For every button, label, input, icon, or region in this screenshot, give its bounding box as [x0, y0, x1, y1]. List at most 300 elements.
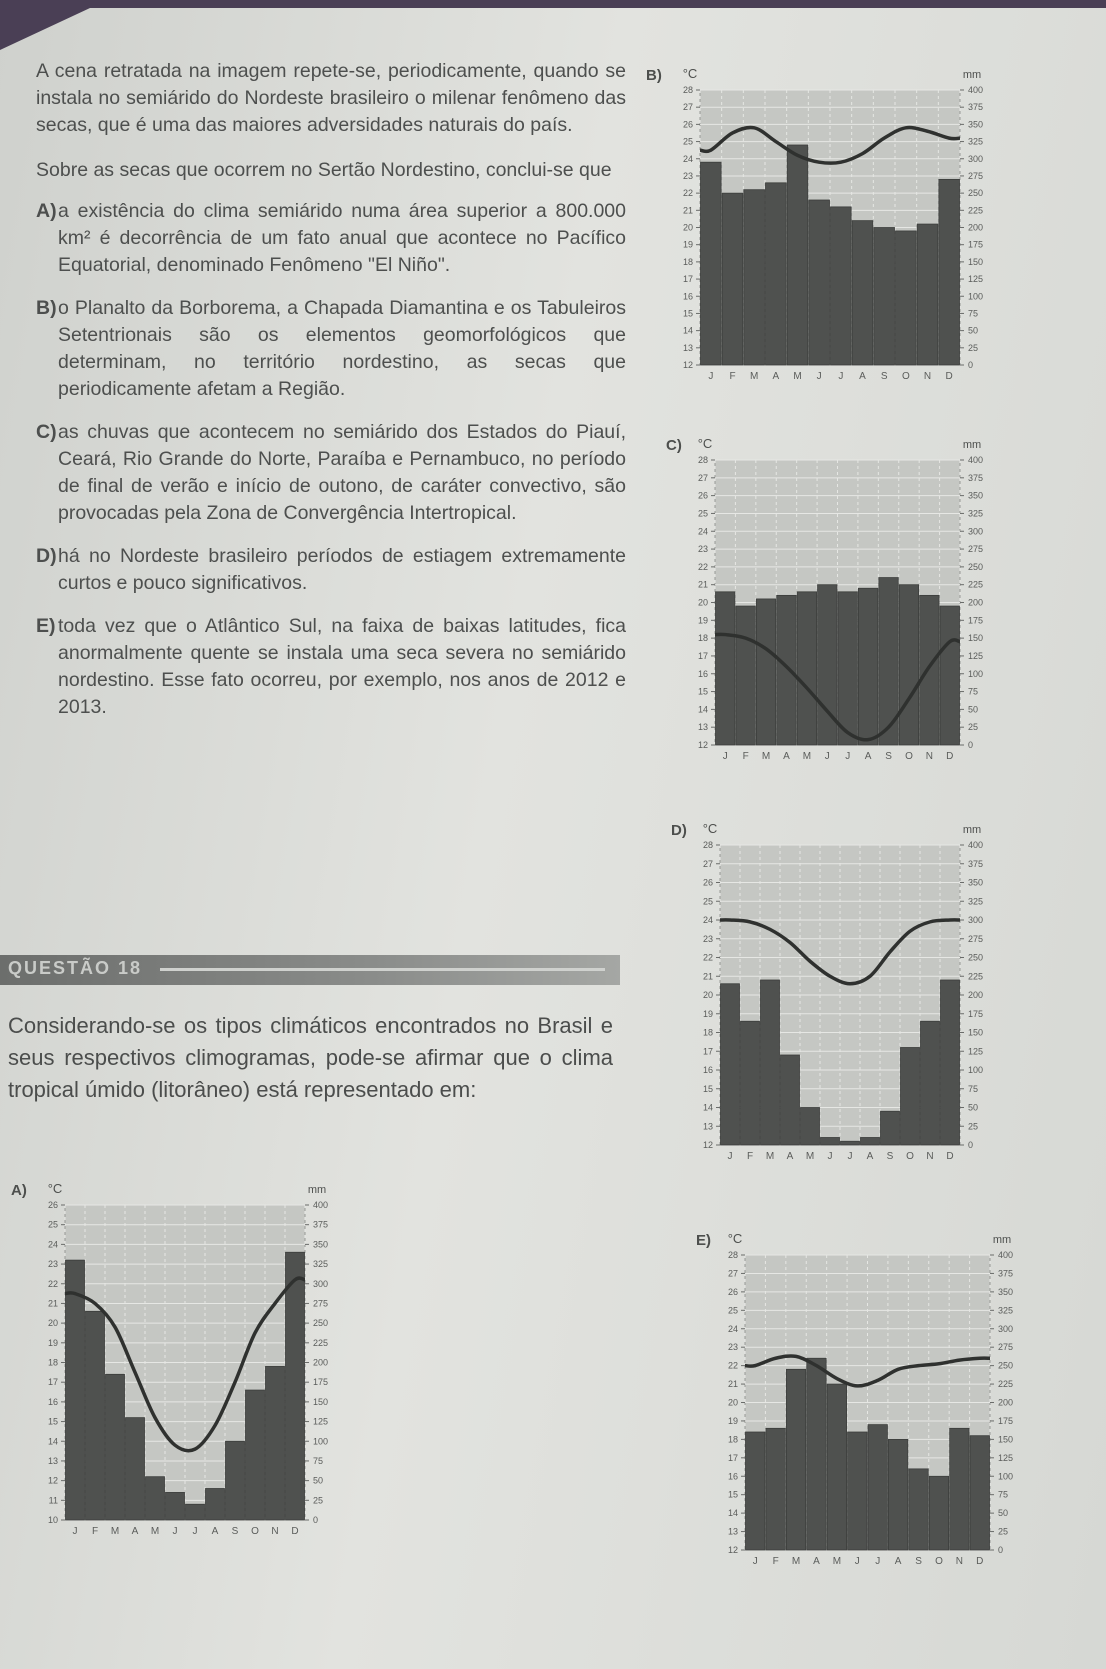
rain-bar [929, 1476, 948, 1550]
rain-bar [286, 1252, 305, 1520]
rain-tick-label: 275 [313, 1298, 329, 1309]
rain-tick-label: 125 [998, 1452, 1014, 1463]
temp-tick-label: 12 [727, 1545, 738, 1555]
option-text: as chuvas que acontecem no semiárido dos Estados do Piauí, Ceará, Rio Grande do Norte, Paraíba e Pernambuco, no período de final de verão e início de outono, de caráter convectivo, são provocadas pela Zona de Convergência Intertropical. [58, 421, 626, 524]
temp-tick-label: 24 [702, 915, 713, 925]
month-label: J [727, 1151, 733, 1162]
temp-tick-label: 22 [697, 561, 708, 572]
option-letter: D) [36, 545, 57, 567]
month-label: A [864, 751, 872, 762]
header-rule [160, 968, 605, 971]
temp-tick-label: 16 [682, 291, 693, 302]
temp-tick-label: 11 [48, 1495, 58, 1506]
rain-bar [874, 228, 895, 366]
temp-tick-label: 23 [697, 544, 708, 555]
temp-tick-label: 28 [727, 1250, 738, 1260]
month-label: M [761, 751, 771, 762]
temp-tick-label: 20 [702, 990, 713, 1000]
rain-tick-label: 375 [998, 1268, 1014, 1279]
rain-unit-label: mm [307, 1184, 327, 1196]
climogram-letter: C) [666, 437, 682, 454]
climogram-e[interactable] [690, 1215, 1050, 1595]
rain-bar [901, 1048, 920, 1146]
rain-tick-label: 375 [313, 1219, 329, 1230]
rain-tick-label: 75 [968, 686, 979, 697]
rain-tick-label: 375 [968, 102, 984, 113]
climogram-letter: D) [671, 822, 687, 839]
temp-tick-label: 20 [47, 1318, 58, 1329]
option-d[interactable] [36, 543, 626, 597]
temp-tick-label: 13 [682, 342, 693, 353]
month-label: O [935, 1556, 943, 1567]
temp-tick-label: 23 [702, 933, 713, 944]
option-b[interactable] [36, 295, 626, 403]
rain-bar [848, 1432, 867, 1550]
rain-tick-label: 300 [998, 1323, 1014, 1334]
temp-tick-label: 18 [47, 1357, 58, 1368]
temp-tick-label: 19 [727, 1415, 738, 1426]
rain-bar [807, 1358, 826, 1550]
option-e[interactable] [36, 613, 626, 721]
climogram-letter: B) [646, 67, 662, 84]
month-label: J [708, 371, 714, 382]
rain-tick-label: 50 [313, 1475, 324, 1486]
month-label: M [749, 371, 759, 382]
rain-bar [941, 980, 960, 1145]
option-letter: C) [36, 421, 57, 443]
temp-tick-label: 18 [682, 256, 693, 267]
temp-tick-label: 17 [697, 650, 708, 661]
rain-unit-label: mm [962, 69, 982, 81]
month-label: J [816, 371, 822, 382]
rain-tick-label: 150 [313, 1396, 329, 1407]
rain-bar [939, 179, 960, 365]
temp-tick-label: 21 [47, 1298, 58, 1309]
rain-bar [868, 1425, 887, 1550]
rain-tick-label: 225 [998, 1379, 1014, 1390]
temp-tick-label: 20 [697, 597, 708, 608]
rain-bar [756, 599, 775, 745]
rain-tick-label: 50 [968, 1102, 979, 1113]
month-label: O [901, 371, 910, 382]
climogram-b[interactable] [640, 50, 1020, 405]
rain-tick-label: 250 [968, 188, 984, 199]
rain-unit-label: mm [992, 1234, 1012, 1246]
rain-bar [736, 606, 755, 745]
rain-tick-label: 375 [968, 858, 984, 869]
rain-tick-label: 25 [313, 1495, 324, 1506]
rain-tick-label: 350 [968, 490, 984, 501]
rain-tick-label: 75 [968, 1083, 979, 1094]
rain-bar [861, 1138, 880, 1146]
rain-tick-label: 200 [968, 990, 984, 1000]
climogram-d[interactable] [665, 815, 1020, 1185]
rain-tick-label: 275 [968, 933, 984, 944]
option-letter: E) [36, 615, 56, 637]
temp-tick-label: 14 [682, 325, 693, 336]
month-label: M [793, 371, 802, 382]
rain-bar [721, 984, 740, 1145]
question-number: QUESTÃO 18 [8, 958, 143, 978]
temp-tick-label: 16 [727, 1471, 738, 1482]
rain-tick-label: 100 [968, 668, 984, 679]
temp-tick-label: 15 [47, 1416, 58, 1427]
rain-bar [838, 592, 857, 745]
temp-unit-label: °C [682, 66, 698, 81]
temp-tick-label: 18 [697, 633, 708, 644]
rain-tick-label: 125 [968, 1046, 984, 1057]
rain-tick-label: 175 [968, 1008, 984, 1019]
month-label: J [192, 1526, 198, 1537]
rain-tick-label: 25 [968, 1121, 979, 1132]
rain-bar [920, 595, 939, 745]
month-label: N [926, 1151, 934, 1162]
rain-tick-label: 325 [968, 136, 984, 147]
month-label: F [772, 1556, 779, 1567]
rain-bar [766, 183, 787, 365]
month-label: A [131, 1526, 139, 1537]
month-label: J [722, 751, 728, 762]
temp-tick-label: 14 [47, 1436, 58, 1447]
temp-tick-label: 25 [47, 1219, 58, 1230]
rain-tick-label: 75 [968, 308, 979, 319]
temp-tick-label: 12 [682, 360, 693, 370]
temp-tick-label: 13 [727, 1526, 738, 1537]
temp-tick-label: 16 [47, 1396, 58, 1407]
temp-tick-label: 20 [727, 1397, 738, 1408]
rain-bar [909, 1469, 928, 1550]
temp-tick-label: 19 [47, 1337, 58, 1348]
rain-tick-label: 75 [313, 1455, 324, 1466]
option-a[interactable] [36, 198, 626, 279]
rain-bar [899, 585, 918, 745]
rain-tick-label: 250 [998, 1360, 1014, 1371]
rain-tick-label: 50 [968, 704, 979, 715]
rain-unit-label: mm [962, 824, 982, 836]
month-label: A [211, 1526, 219, 1537]
rain-tick-label: 25 [998, 1526, 1009, 1537]
month-label: S [886, 1151, 894, 1162]
rain-tick-label: 200 [313, 1357, 329, 1368]
climogram-svg [690, 1215, 1050, 1595]
rain-bar [809, 200, 830, 365]
option-c[interactable] [36, 419, 626, 527]
temp-tick-label: 19 [702, 1008, 713, 1019]
rain-bar [761, 980, 780, 1145]
rain-tick-label: 350 [968, 877, 984, 888]
rain-tick-label: 0 [968, 360, 974, 370]
rain-tick-label: 325 [998, 1305, 1014, 1316]
rain-tick-label: 275 [998, 1342, 1014, 1353]
temp-tick-label: 16 [702, 1065, 713, 1075]
rain-tick-label: 225 [968, 205, 984, 216]
rain-tick-label: 0 [968, 740, 974, 750]
option-letter: A) [36, 200, 57, 222]
temp-tick-label: 23 [682, 170, 693, 181]
rain-tick-label: 200 [998, 1397, 1014, 1408]
rain-tick-label: 100 [968, 291, 984, 302]
rain-bar [701, 162, 722, 365]
rain-bar [146, 1477, 165, 1520]
rain-tick-label: 0 [998, 1545, 1004, 1555]
rain-bar [786, 1369, 805, 1550]
temp-tick-label: 14 [727, 1508, 738, 1519]
month-label: O [905, 751, 913, 762]
rain-bar [827, 1384, 846, 1550]
temp-tick-label: 26 [47, 1200, 58, 1210]
temp-tick-label: 10 [47, 1515, 58, 1525]
rain-bar [741, 1021, 760, 1145]
rain-bar [801, 1108, 820, 1146]
rain-bar [831, 207, 852, 365]
month-label: F [729, 371, 736, 382]
month-label: S [880, 371, 888, 382]
temp-tick-label: 15 [702, 1083, 713, 1094]
month-label: D [976, 1556, 984, 1567]
temp-tick-label: 14 [702, 1102, 713, 1113]
temp-tick-label: 25 [727, 1305, 738, 1316]
month-label: J [845, 751, 851, 762]
month-label: J [72, 1526, 78, 1537]
rain-bar [266, 1366, 285, 1520]
rain-bar [797, 592, 816, 745]
rain-tick-label: 300 [968, 526, 984, 537]
rain-tick-label: 0 [968, 1140, 974, 1150]
temp-tick-label: 12 [47, 1475, 58, 1486]
rain-bar [841, 1141, 860, 1145]
month-label: J [827, 1151, 833, 1162]
month-label: J [752, 1556, 758, 1567]
rain-bar [66, 1260, 85, 1520]
rain-tick-label: 300 [313, 1278, 329, 1289]
intro-paragraph: A cena retratada na imagem repete-se, periodicamente, quando se instala no semiárido do Nordeste brasileiro o milenar fenômeno das secas, que é uma das maiores adversidades naturais do país. [36, 60, 626, 136]
climogram-letter: A) [11, 1182, 27, 1199]
rain-bar [896, 231, 917, 365]
climogram-c[interactable] [660, 425, 1020, 785]
rain-unit-label: mm [962, 439, 982, 451]
temp-tick-label: 26 [697, 490, 708, 501]
month-label: A [866, 1151, 874, 1162]
rain-tick-label: 300 [968, 153, 984, 164]
rain-tick-label: 175 [968, 615, 984, 626]
rain-bar [744, 190, 765, 365]
temp-tick-label: 16 [697, 668, 708, 679]
temp-tick-label: 14 [697, 704, 708, 715]
rain-bar [940, 606, 959, 745]
rain-tick-label: 300 [968, 915, 984, 925]
rain-bar [787, 145, 808, 365]
temp-tick-label: 18 [727, 1434, 738, 1445]
temp-tick-label: 23 [47, 1259, 58, 1270]
rain-bar [226, 1441, 245, 1520]
temp-unit-label: °C [702, 821, 718, 836]
temp-tick-label: 13 [697, 722, 708, 733]
rain-tick-label: 400 [998, 1250, 1014, 1260]
rain-tick-label: 325 [313, 1259, 329, 1270]
question-stem: Sobre as secas que ocorrem no Sertão Nordestino, conclui-se que [36, 159, 612, 181]
temp-tick-label: 27 [682, 102, 693, 113]
climogram-svg [660, 425, 1020, 785]
temp-tick-label: 24 [47, 1239, 58, 1250]
month-label: M [150, 1526, 160, 1537]
rain-tick-label: 100 [998, 1471, 1014, 1482]
temp-tick-label: 24 [727, 1323, 738, 1334]
month-label: M [765, 1151, 775, 1162]
temp-tick-label: 15 [682, 308, 693, 319]
rain-tick-label: 125 [313, 1416, 329, 1427]
rain-tick-label: 325 [968, 508, 984, 519]
temp-tick-label: 28 [682, 85, 693, 95]
rain-tick-label: 250 [968, 561, 984, 572]
rain-bar [781, 1055, 800, 1145]
month-label: D [291, 1526, 299, 1537]
temp-tick-label: 22 [47, 1278, 58, 1289]
month-label: A [783, 751, 790, 762]
rain-tick-label: 150 [998, 1434, 1014, 1445]
rain-tick-label: 150 [968, 1027, 984, 1038]
month-label: S [885, 751, 892, 762]
rain-bar [852, 221, 873, 365]
temp-tick-label: 24 [697, 526, 708, 537]
rain-bar [722, 193, 743, 365]
month-label: F [91, 1526, 99, 1537]
month-label: M [805, 1151, 815, 1162]
rain-tick-label: 175 [998, 1415, 1014, 1426]
rain-tick-label: 75 [998, 1489, 1009, 1500]
month-label: F [742, 751, 749, 762]
month-label: O [251, 1526, 259, 1537]
rain-tick-label: 350 [313, 1239, 329, 1250]
month-label: M [791, 1556, 801, 1567]
rain-tick-label: 100 [313, 1436, 329, 1447]
temp-tick-label: 21 [697, 579, 708, 590]
rain-tick-label: 25 [968, 722, 979, 733]
month-label: F [746, 1151, 754, 1162]
month-label: S [231, 1526, 239, 1537]
rain-bar [881, 1111, 900, 1145]
rain-bar [858, 588, 877, 745]
rain-bar [917, 224, 938, 365]
rain-tick-label: 200 [968, 597, 984, 608]
climogram-svg [640, 50, 1020, 405]
rain-tick-label: 125 [968, 274, 984, 285]
temp-tick-label: 28 [697, 455, 708, 465]
temp-tick-label: 28 [702, 840, 713, 850]
temp-tick-label: 22 [702, 952, 713, 963]
month-label: J [847, 1151, 853, 1162]
option-text: o Planalto da Borborema, a Chapada Diamantina e os Tabuleiros Setentrionais são os elementos geomorfológicos que determinam, no território nordestino, as secas que periodicamente afetam a Região. [58, 297, 626, 400]
temp-tick-label: 17 [47, 1377, 58, 1388]
temp-tick-label: 15 [727, 1489, 738, 1500]
rain-tick-label: 350 [998, 1286, 1014, 1297]
temp-tick-label: 12 [702, 1140, 713, 1150]
climogram-a[interactable] [5, 1165, 350, 1565]
rain-tick-label: 25 [968, 342, 979, 353]
rain-tick-label: 275 [968, 544, 984, 555]
temp-tick-label: 17 [727, 1452, 738, 1463]
month-label: D [946, 751, 954, 762]
temp-tick-label: 27 [702, 858, 713, 869]
option-text: toda vez que o Atlântico Sul, na faixa de baixas latitudes, fica anormalmente quente se instala uma seca severa no semiárido nordestino. Esse fato ocorreu, por exemplo, nos anos de 2012 e 2013. [58, 615, 626, 718]
temp-unit-label: °C [697, 436, 713, 451]
month-label: J [875, 1556, 881, 1567]
rain-tick-label: 250 [968, 952, 984, 963]
rain-tick-label: 325 [968, 896, 984, 907]
rain-tick-label: 350 [968, 119, 984, 130]
rain-bar [86, 1311, 105, 1520]
month-label: N [955, 1556, 963, 1567]
temp-tick-label: 15 [697, 686, 708, 697]
temp-tick-label: 13 [47, 1455, 58, 1466]
temp-unit-label: °C [47, 1181, 63, 1196]
rain-tick-label: 225 [313, 1337, 329, 1348]
month-label: M [832, 1556, 842, 1567]
climogram-svg [665, 815, 1020, 1185]
month-label: A [894, 1556, 902, 1567]
month-label: N [925, 751, 933, 762]
temp-tick-label: 27 [697, 472, 708, 483]
temp-tick-label: 22 [727, 1360, 738, 1371]
rain-tick-label: 375 [968, 472, 984, 483]
question-18-header [0, 955, 620, 985]
rain-tick-label: 400 [968, 455, 984, 465]
month-label: J [838, 371, 844, 382]
question-18-text: Considerando-se os tipos climáticos encontrados no Brasil e seus respectivos climogramas, pode-se afirmar que o clima tropical úmido (litorâneo) está representado em: [8, 1013, 613, 1102]
rain-bar [166, 1492, 185, 1520]
rain-tick-label: 50 [998, 1508, 1009, 1519]
temp-tick-label: 12 [697, 740, 708, 750]
month-label: S [915, 1556, 922, 1567]
rain-bar [970, 1436, 989, 1550]
temp-tick-label: 25 [702, 896, 713, 907]
rain-bar [716, 592, 735, 745]
month-label: N [923, 371, 932, 382]
month-label: M [802, 751, 812, 762]
rain-bar [921, 1021, 940, 1145]
temp-tick-label: 17 [702, 1046, 713, 1057]
month-label: J [824, 751, 830, 762]
rain-bar [766, 1428, 785, 1550]
rain-tick-label: 125 [968, 650, 984, 661]
temp-tick-label: 13 [702, 1121, 713, 1132]
rain-tick-label: 400 [313, 1200, 329, 1210]
temp-tick-label: 21 [702, 971, 713, 982]
rain-tick-label: 250 [313, 1318, 329, 1329]
month-label: J [854, 1556, 860, 1567]
option-text: há no Nordeste brasileiro períodos de estiagem extremamente curtos e pouco significativos. [58, 545, 626, 594]
month-label: O [906, 1151, 914, 1162]
temp-tick-label: 25 [697, 508, 708, 519]
rain-tick-label: 400 [968, 840, 984, 850]
month-label: A [772, 371, 780, 382]
temp-tick-label: 24 [682, 153, 693, 164]
rain-tick-label: 175 [968, 239, 984, 250]
option-text: a existência do clima semiárido numa área superior a 800.000 km² é decorrência de um fato anual que acontece no Pacífico Equatorial, denominado Fenômeno "El Niño". [58, 200, 626, 276]
temp-tick-label: 20 [682, 222, 693, 233]
rain-tick-label: 225 [968, 579, 984, 590]
climogram-letter: E) [696, 1232, 711, 1249]
temp-tick-label: 21 [682, 205, 693, 216]
rain-bar [950, 1428, 969, 1550]
temp-tick-label: 22 [682, 188, 693, 199]
temp-tick-label: 19 [682, 239, 693, 250]
temp-tick-label: 17 [682, 274, 693, 285]
rain-tick-label: 50 [968, 325, 979, 336]
rain-tick-label: 225 [968, 971, 984, 982]
temp-tick-label: 27 [727, 1268, 738, 1279]
rain-bar [186, 1504, 205, 1520]
month-label: N [271, 1526, 279, 1537]
